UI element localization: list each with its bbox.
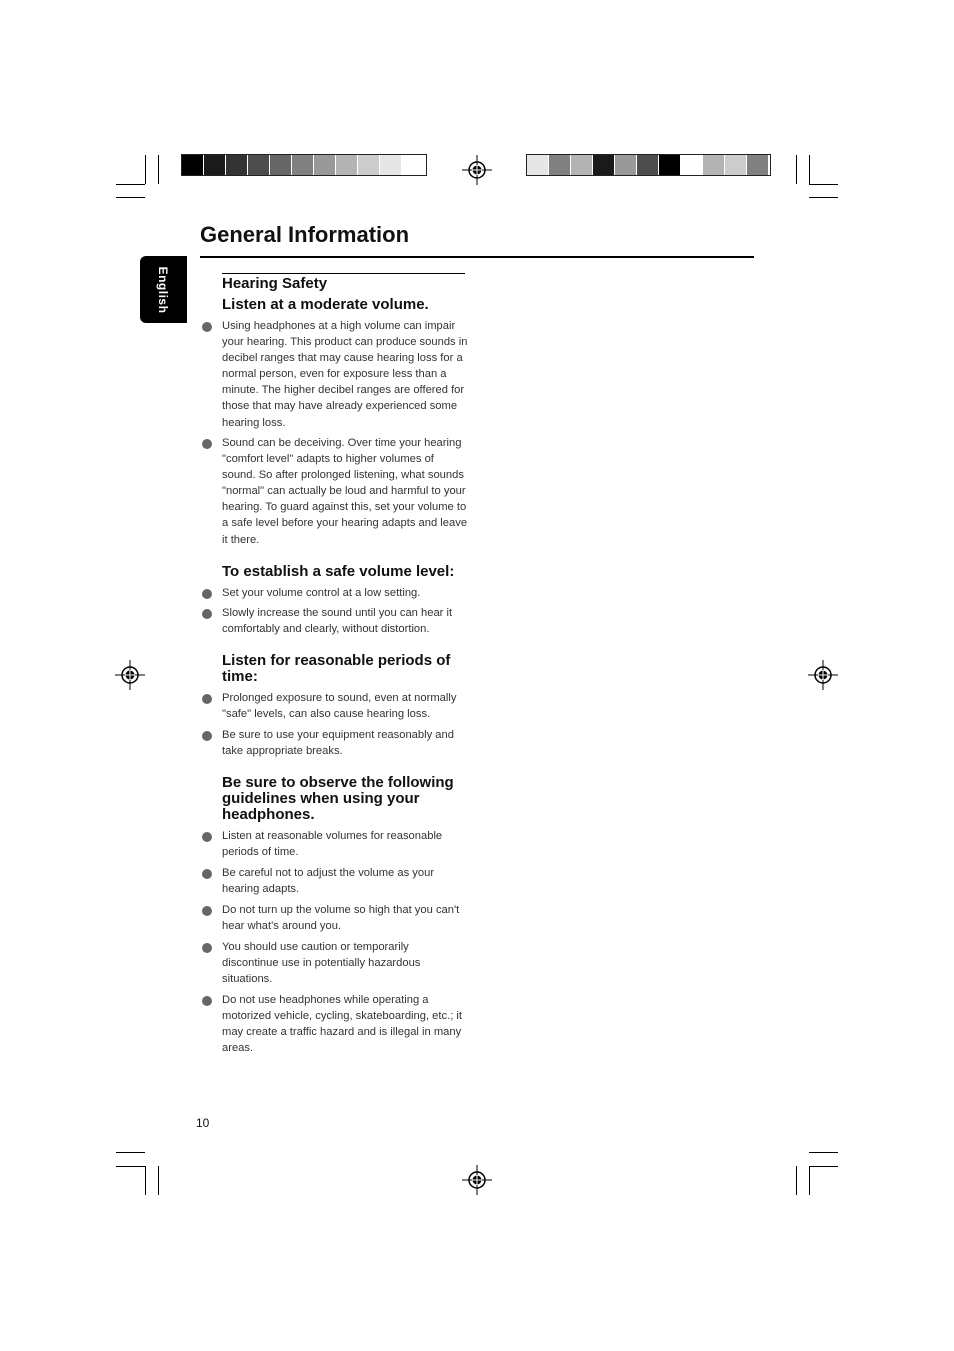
- color-swatch: [659, 155, 681, 175]
- color-swatch: [637, 155, 659, 175]
- bullet-dot: [202, 609, 212, 619]
- list-item: Slowly increase the sound until you can hear it comfortably and clearly, without distortion.: [222, 607, 453, 636]
- registration-mark-icon: [808, 660, 838, 690]
- list-item: Do not use headphones while operating a motorized vehicle, cycling, skateboarding, etc.; it may create a traffic hazard and is illegal in many areas.: [222, 994, 463, 1055]
- crop-mark: [809, 1166, 838, 1167]
- color-swatch: [358, 155, 380, 175]
- section-heading: Listen for reasonable periods of time:: [222, 652, 451, 685]
- bullet-dot: [202, 694, 212, 704]
- bullet-dot: [202, 906, 212, 916]
- color-swatch: [182, 155, 204, 175]
- crop-mark: [116, 184, 145, 185]
- section-rule: [222, 273, 465, 274]
- crop-mark: [158, 155, 159, 184]
- crop-mark: [809, 184, 838, 185]
- color-swatch: [681, 155, 703, 175]
- registration-mark-icon: [462, 1165, 492, 1195]
- crop-mark: [809, 1166, 810, 1195]
- language-tab: [140, 256, 187, 323]
- color-bar-left: [181, 154, 427, 176]
- bullet-dot: [202, 322, 212, 332]
- color-swatch: [615, 155, 637, 175]
- color-swatch: [248, 155, 270, 175]
- color-swatch: [270, 155, 292, 175]
- list-item: Do not turn up the volume so high that you can't hear what's around you.: [222, 904, 460, 933]
- title-rule: [200, 256, 754, 258]
- color-swatch: [747, 155, 769, 175]
- color-swatch: [226, 155, 248, 175]
- crop-mark: [796, 155, 797, 184]
- crop-mark: [809, 155, 810, 184]
- section-heading: To establish a safe volume level:: [222, 563, 455, 580]
- list-item: Prolonged exposure to sound, even at normally "safe" levels, can also cause hearing loss.: [222, 692, 457, 721]
- color-swatch: [571, 155, 593, 175]
- color-bar-right: [526, 154, 771, 176]
- bullet-dot: [202, 996, 212, 1006]
- registration-mark-icon: [462, 155, 492, 185]
- crop-mark: [145, 155, 146, 184]
- crop-mark: [116, 1152, 145, 1153]
- bullet-dot: [202, 832, 212, 842]
- page-number: 10: [196, 1116, 210, 1130]
- section-heading: Hearing Safety: [222, 275, 328, 292]
- color-swatch: [593, 155, 615, 175]
- crop-mark: [145, 1166, 146, 1195]
- bullet-dot: [202, 869, 212, 879]
- crop-mark: [116, 1166, 145, 1167]
- color-swatch: [336, 155, 358, 175]
- list-item: Set your volume control at a low setting.: [222, 587, 421, 599]
- color-swatch: [725, 155, 747, 175]
- registration-mark-icon: [115, 660, 145, 690]
- list-item: Using headphones at a high volume can impair your hearing. This product can produce sounds in decibel ranges that may cause hearing loss for a normal person, even for exposure less than a minute. The higher decibel ranges are offered for those that may have already experienced some hearing loss.: [222, 320, 468, 429]
- page-title: General Information: [200, 222, 410, 247]
- color-swatch: [703, 155, 725, 175]
- crop-mark: [158, 1166, 159, 1195]
- crop-mark: [796, 1166, 797, 1195]
- crop-mark: [116, 197, 145, 198]
- list-item: Be careful not to adjust the volume as your hearing adapts.: [222, 867, 435, 896]
- color-swatch: [549, 155, 571, 175]
- list-item: Listen at reasonable volumes for reasonable periods of time.: [222, 830, 443, 859]
- color-swatch: [527, 155, 549, 175]
- list-item: Sound can be deceiving. Over time your hearing "comfort level" adapts to higher volumes of sound. So after prolonged listening, what sounds "normal" can actually be loud and harmful to your hearing. To guard against this, set your volume to a safe level before your hearing adapts and leave it there.: [222, 437, 468, 546]
- bullet-dot: [202, 439, 212, 449]
- color-swatch: [380, 155, 402, 175]
- crop-mark: [809, 197, 838, 198]
- list-item: You should use caution or temporarily discontinue use in potentially hazardous situations.: [222, 941, 421, 986]
- crop-mark: [809, 1152, 838, 1153]
- section-heading: Be sure to observe the following guidelines when using your headphones.: [222, 774, 454, 823]
- bullet-dot: [202, 943, 212, 953]
- list-item: Be sure to use your equipment reasonably and take appropriate breaks.: [222, 729, 454, 758]
- bullet-dot: [202, 589, 212, 599]
- color-swatch: [314, 155, 336, 175]
- color-swatch: [402, 155, 424, 175]
- color-swatch: [204, 155, 226, 175]
- section-subheading: Listen at a moderate volume.: [222, 296, 429, 313]
- bullet-dot: [202, 731, 212, 741]
- color-swatch: [292, 155, 314, 175]
- language-tab-label: English: [156, 266, 170, 314]
